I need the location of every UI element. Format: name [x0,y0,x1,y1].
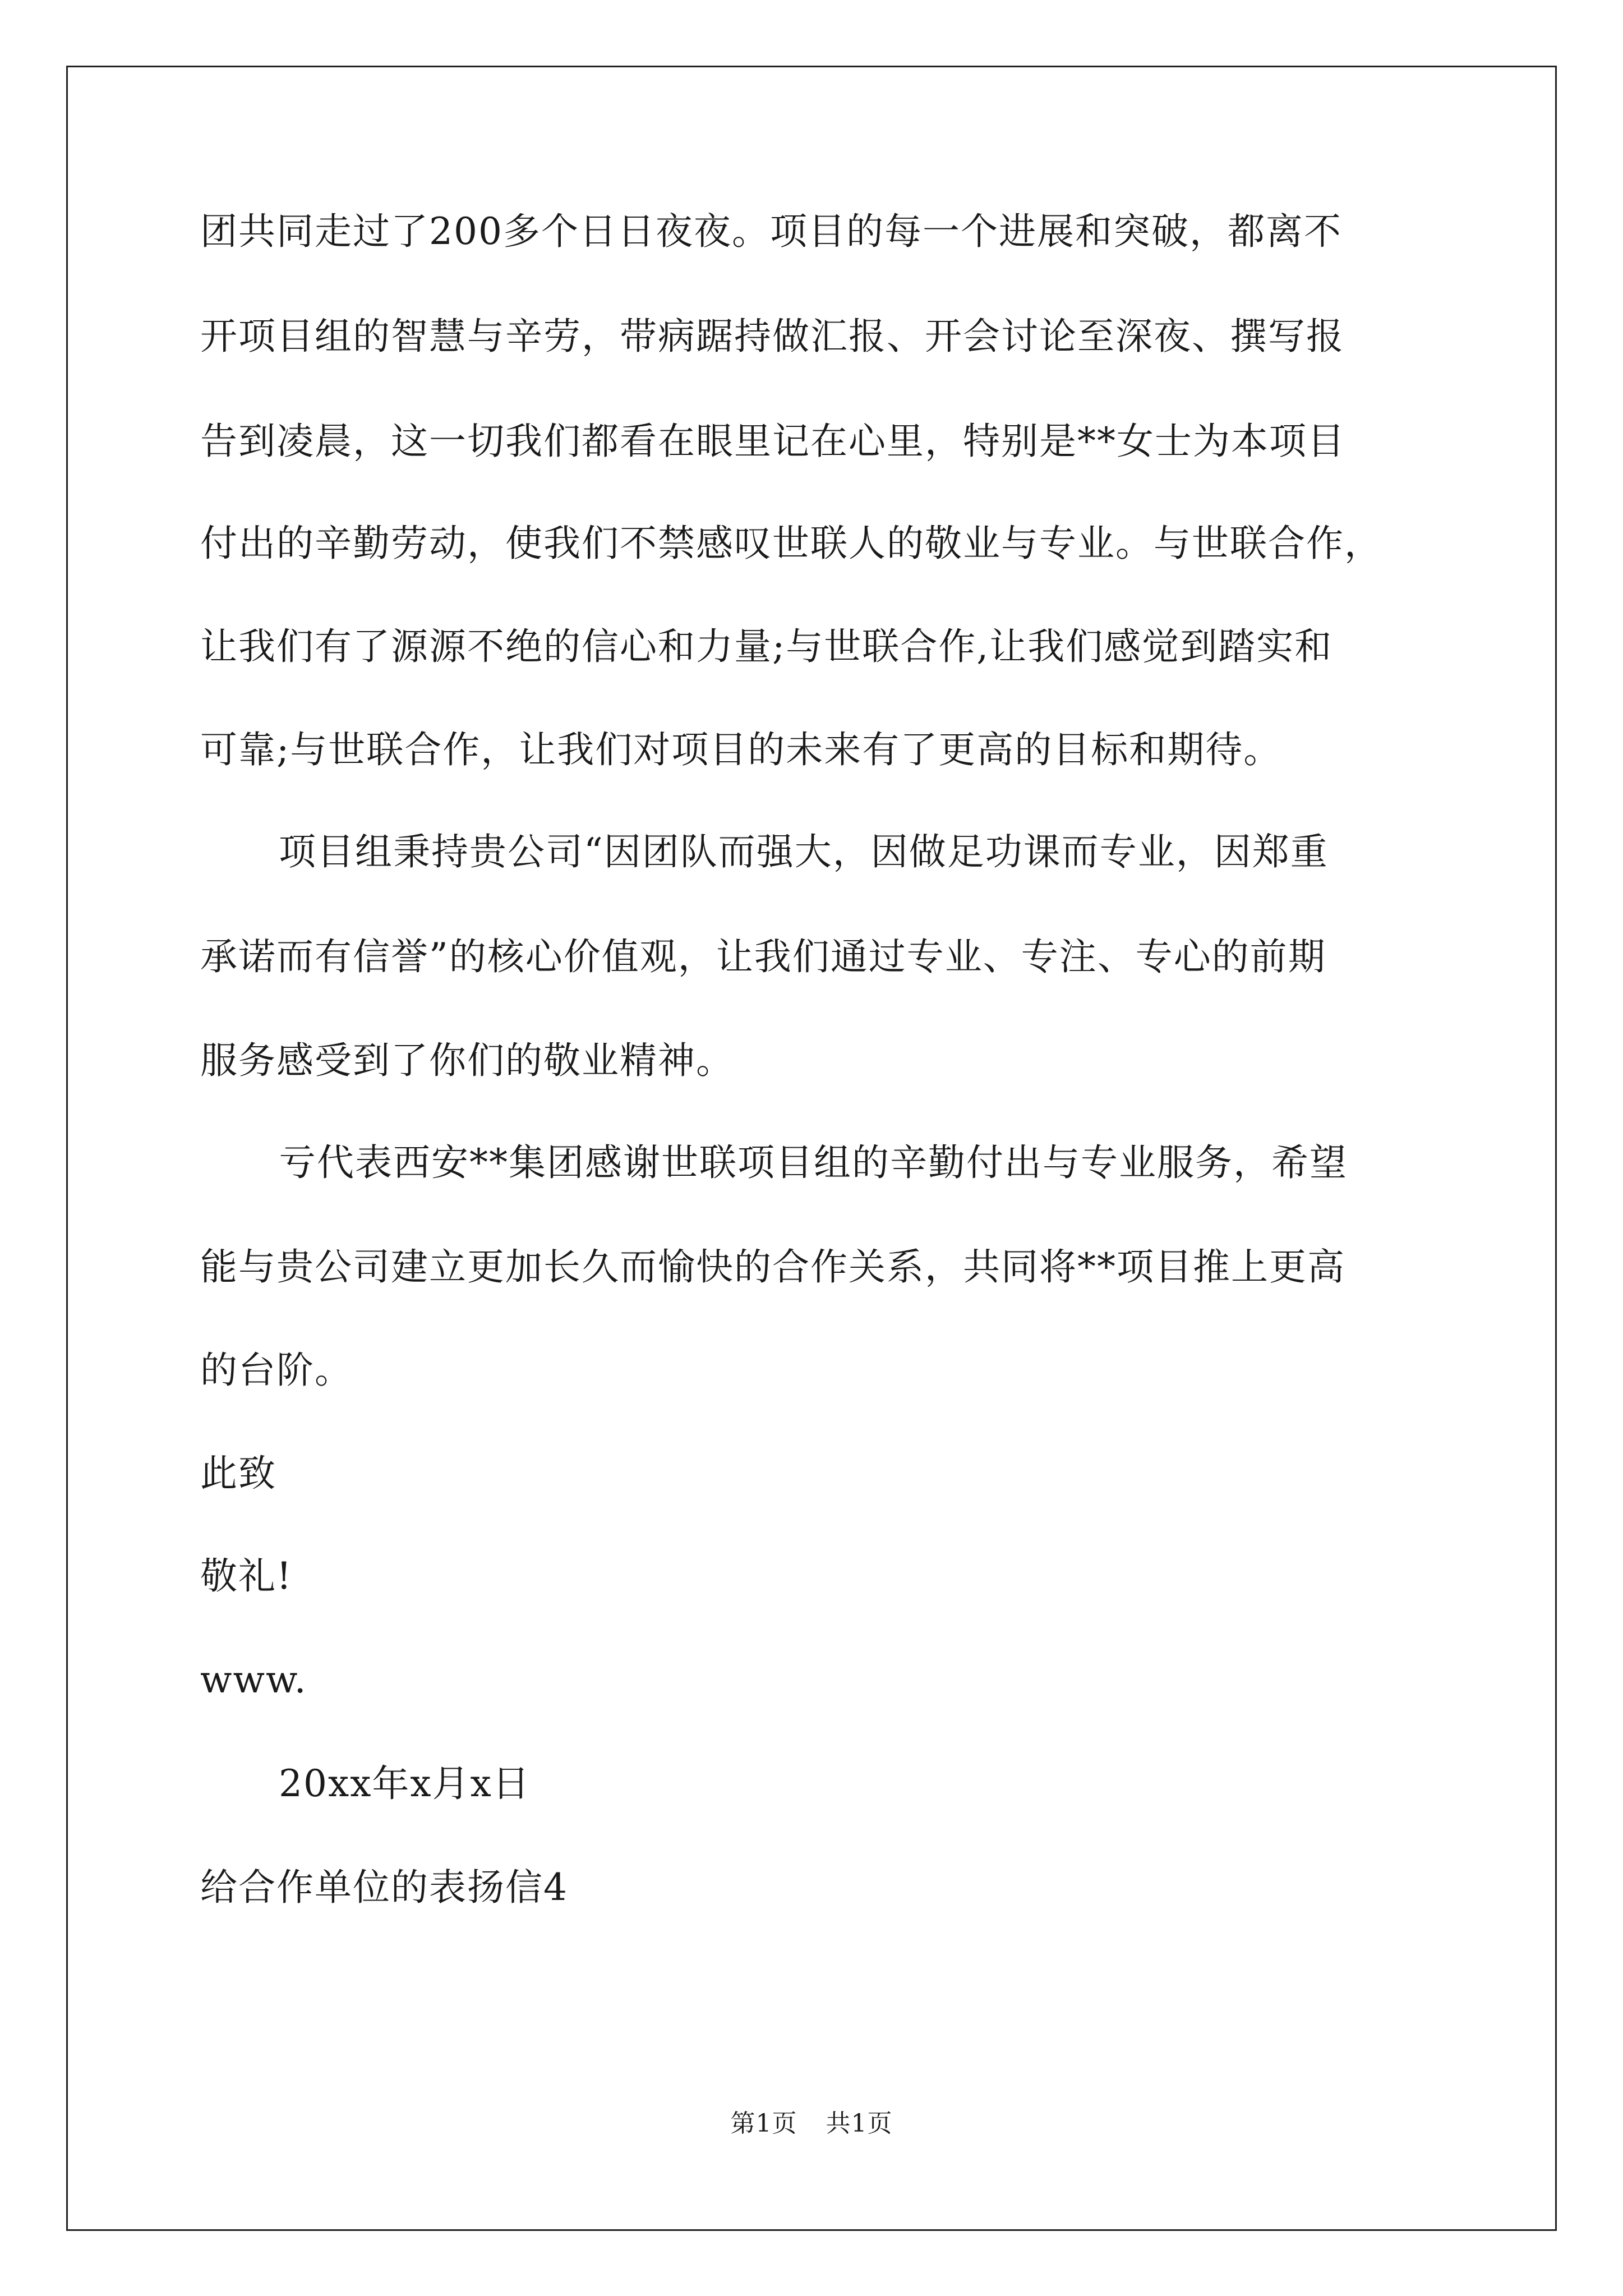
page-number: 第1页 [730,2109,797,2138]
paragraph-2-line-2: 承诺而有信誉”的核心价值观，让我们通过专业、专注、专心的前期 [200,935,1326,978]
paragraph-2-line-1: 项目组秉持贵公司“因团队而强大，因做足功课而专业，因郑重 [279,830,1329,873]
page-footer [0,2108,1623,2139]
paragraph-2-line-3: 服务感受到了你们的敬业精神。 [200,1039,734,1082]
body-line-2: 开项目组的智慧与辛劳，带病踞持做汇报、开会讨论至深夜、撰写报 [200,315,1344,358]
next-letter-title: 给合作单位的表扬信4 [200,1866,568,1909]
paragraph-3-line-2: 能与贵公司建立更加长久而愉快的合作关系，共同将**项目推上更高 [200,1245,1345,1289]
paragraph-3-line-3: 的台阶。 [200,1349,353,1392]
body-line-3: 告到凌晨，这一切我们都看在眼里记在心里，特别是**女士为本项目 [200,420,1345,463]
page-total: 共1页 [826,2109,893,2138]
date-line: 20xx年x月x日 [279,1762,531,1805]
paragraph-3-line-1: 亏代表西安**集团感谢世联项目组的辛勤付出与专业服务，希望 [279,1141,1348,1184]
website-text: www. [200,1658,307,1701]
body-line-6: 可靠;与世联合作，让我们对项目的未来有了更高的目标和期待。 [200,728,1282,771]
body-line-4: 付出的辛勤劳动，使我们不禁感叹世联人的敬业与专业。与世联合作， [200,522,1382,565]
closing-regards: 敬礼! [200,1554,293,1598]
closing-salutation: 此致 [200,1452,276,1495]
body-line-1: 团共同走过了200多个日日夜夜。项目的每一个进展和突破，都离不 [200,210,1342,253]
body-line-5: 让我们有了源源不绝的信心和力量;与世联合作,让我们感觉到踏实和 [200,625,1333,668]
